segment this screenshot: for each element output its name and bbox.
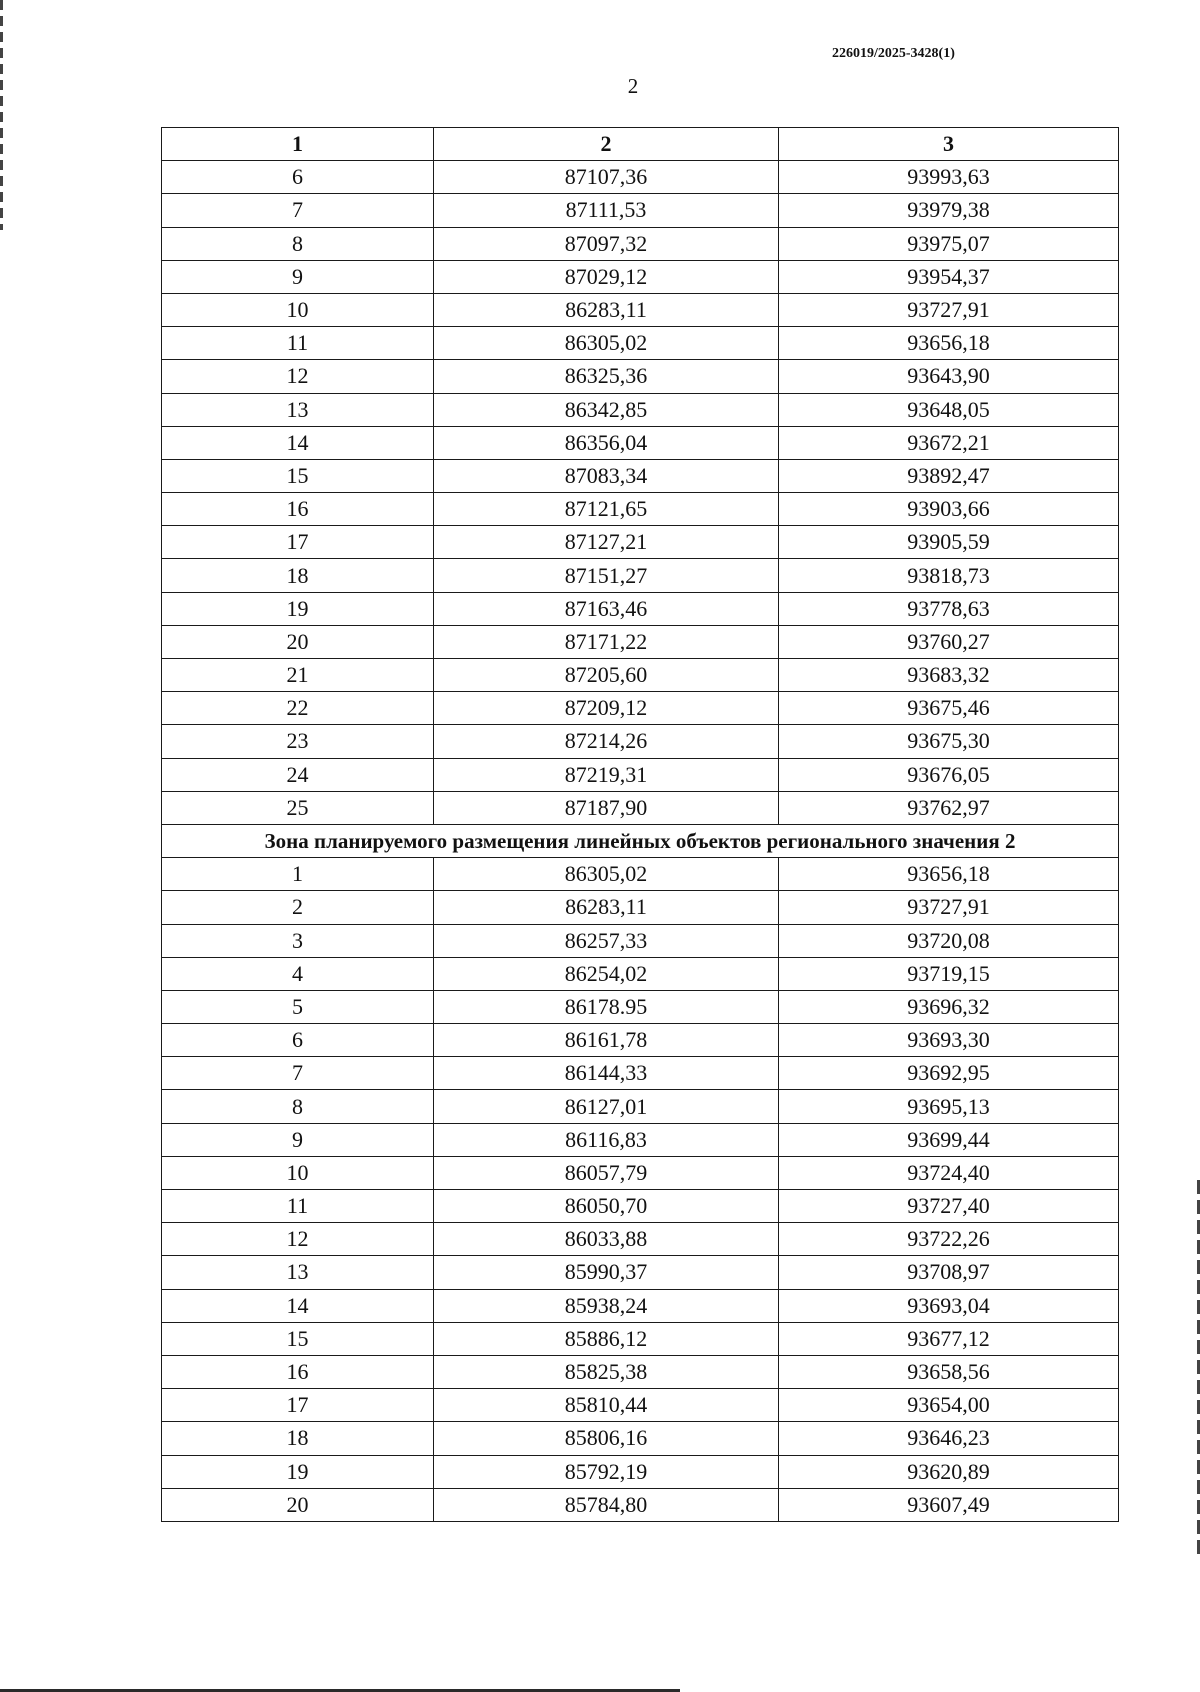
scan-edge-marks-left bbox=[0, 0, 3, 230]
y-coordinate-cell: 93672,21 bbox=[779, 426, 1119, 459]
table-row bbox=[162, 559, 1119, 592]
y-coordinate-cell: 93646,23 bbox=[779, 1422, 1119, 1455]
point-number-cell: 24 bbox=[162, 758, 434, 791]
y-coordinate-cell: 93979,38 bbox=[779, 194, 1119, 227]
point-number-cell: 17 bbox=[162, 526, 434, 559]
y-coordinate-cell: 93675,30 bbox=[779, 725, 1119, 758]
table-row bbox=[162, 990, 1119, 1023]
x-coordinate-cell: 86161,78 bbox=[434, 1024, 779, 1057]
point-number-cell: 5 bbox=[162, 990, 434, 1023]
y-coordinate-cell: 93892,47 bbox=[779, 459, 1119, 492]
table-row bbox=[162, 924, 1119, 957]
y-coordinate-cell: 93903,66 bbox=[779, 493, 1119, 526]
x-coordinate-cell: 87205,60 bbox=[434, 659, 779, 692]
point-number-cell: 11 bbox=[162, 327, 434, 360]
table-row bbox=[162, 791, 1119, 824]
point-number-cell: 15 bbox=[162, 1322, 434, 1355]
x-coordinate-cell: 87171,22 bbox=[434, 625, 779, 658]
x-coordinate-cell: 87111,53 bbox=[434, 194, 779, 227]
x-coordinate-cell: 86178.95 bbox=[434, 990, 779, 1023]
point-number-cell: 14 bbox=[162, 1289, 434, 1322]
table-row bbox=[162, 194, 1119, 227]
y-coordinate-cell: 93993,63 bbox=[779, 161, 1119, 194]
table-header-row bbox=[162, 128, 1119, 161]
y-coordinate-cell: 93727,91 bbox=[779, 891, 1119, 924]
section-row bbox=[162, 824, 1119, 857]
point-number-cell: 6 bbox=[162, 1024, 434, 1057]
y-coordinate-cell: 93954,37 bbox=[779, 260, 1119, 293]
y-coordinate-cell: 93692,95 bbox=[779, 1057, 1119, 1090]
y-coordinate-cell: 93620,89 bbox=[779, 1455, 1119, 1488]
y-coordinate-cell: 93643,90 bbox=[779, 360, 1119, 393]
coordinates-table bbox=[161, 127, 1119, 1522]
point-number-cell: 18 bbox=[162, 559, 434, 592]
table-row bbox=[162, 592, 1119, 625]
point-number-cell: 16 bbox=[162, 1355, 434, 1388]
point-number-cell: 12 bbox=[162, 360, 434, 393]
table-row bbox=[162, 1123, 1119, 1156]
point-number-cell: 20 bbox=[162, 1488, 434, 1521]
point-number-cell: 11 bbox=[162, 1190, 434, 1223]
table-row bbox=[162, 1156, 1119, 1189]
point-number-cell: 9 bbox=[162, 260, 434, 293]
x-coordinate-cell: 86283,11 bbox=[434, 293, 779, 326]
x-coordinate-cell: 87163,46 bbox=[434, 592, 779, 625]
table-row bbox=[162, 1024, 1119, 1057]
column-header-y: 3 bbox=[779, 128, 1119, 161]
x-coordinate-cell: 86283,11 bbox=[434, 891, 779, 924]
point-number-cell: 18 bbox=[162, 1422, 434, 1455]
x-coordinate-cell: 87151,27 bbox=[434, 559, 779, 592]
x-coordinate-cell: 86144,33 bbox=[434, 1057, 779, 1090]
point-number-cell: 3 bbox=[162, 924, 434, 957]
x-coordinate-cell: 87127,21 bbox=[434, 526, 779, 559]
y-coordinate-cell: 93683,32 bbox=[779, 659, 1119, 692]
x-coordinate-cell: 87209,12 bbox=[434, 692, 779, 725]
x-coordinate-cell: 86342,85 bbox=[434, 393, 779, 426]
point-number-cell: 16 bbox=[162, 493, 434, 526]
x-coordinate-cell: 85784,80 bbox=[434, 1488, 779, 1521]
point-number-cell: 8 bbox=[162, 1090, 434, 1123]
table-row bbox=[162, 1355, 1119, 1388]
x-coordinate-cell: 86305,02 bbox=[434, 858, 779, 891]
point-number-cell: 7 bbox=[162, 1057, 434, 1090]
table-row bbox=[162, 1455, 1119, 1488]
table-row bbox=[162, 891, 1119, 924]
y-coordinate-cell: 93719,15 bbox=[779, 957, 1119, 990]
x-coordinate-cell: 87187,90 bbox=[434, 791, 779, 824]
table-row bbox=[162, 161, 1119, 194]
point-number-cell: 10 bbox=[162, 293, 434, 326]
point-number-cell: 8 bbox=[162, 227, 434, 260]
table-row bbox=[162, 493, 1119, 526]
y-coordinate-cell: 93693,30 bbox=[779, 1024, 1119, 1057]
y-coordinate-cell: 93762,97 bbox=[779, 791, 1119, 824]
y-coordinate-cell: 93720,08 bbox=[779, 924, 1119, 957]
table-row bbox=[162, 260, 1119, 293]
table-row bbox=[162, 526, 1119, 559]
y-coordinate-cell: 93708,97 bbox=[779, 1256, 1119, 1289]
table-row bbox=[162, 725, 1119, 758]
point-number-cell: 6 bbox=[162, 161, 434, 194]
point-number-cell: 9 bbox=[162, 1123, 434, 1156]
x-coordinate-cell: 86116,83 bbox=[434, 1123, 779, 1156]
x-coordinate-cell: 85806,16 bbox=[434, 1422, 779, 1455]
point-number-cell: 1 bbox=[162, 858, 434, 891]
table-row bbox=[162, 459, 1119, 492]
y-coordinate-cell: 93654,00 bbox=[779, 1389, 1119, 1422]
x-coordinate-cell: 86057,79 bbox=[434, 1156, 779, 1189]
x-coordinate-cell: 87121,65 bbox=[434, 493, 779, 526]
x-coordinate-cell: 85938,24 bbox=[434, 1289, 779, 1322]
point-number-cell: 4 bbox=[162, 957, 434, 990]
x-coordinate-cell: 85810,44 bbox=[434, 1389, 779, 1422]
table-section bbox=[162, 824, 1119, 857]
table-row bbox=[162, 426, 1119, 459]
point-number-cell: 19 bbox=[162, 592, 434, 625]
table-row bbox=[162, 659, 1119, 692]
table-row bbox=[162, 293, 1119, 326]
table-row bbox=[162, 1422, 1119, 1455]
point-number-cell: 12 bbox=[162, 1223, 434, 1256]
point-number-cell: 20 bbox=[162, 625, 434, 658]
table-row bbox=[162, 692, 1119, 725]
table-row bbox=[162, 858, 1119, 891]
x-coordinate-cell: 87107,36 bbox=[434, 161, 779, 194]
point-number-cell: 13 bbox=[162, 1256, 434, 1289]
x-coordinate-cell: 87097,32 bbox=[434, 227, 779, 260]
table-row bbox=[162, 758, 1119, 791]
table-row bbox=[162, 1256, 1119, 1289]
column-header-number: 1 bbox=[162, 128, 434, 161]
table-row bbox=[162, 360, 1119, 393]
y-coordinate-cell: 93656,18 bbox=[779, 858, 1119, 891]
point-number-cell: 19 bbox=[162, 1455, 434, 1488]
point-number-cell: 7 bbox=[162, 194, 434, 227]
table-row bbox=[162, 1057, 1119, 1090]
x-coordinate-cell: 86050,70 bbox=[434, 1190, 779, 1223]
x-coordinate-cell: 86356,04 bbox=[434, 426, 779, 459]
x-coordinate-cell: 87029,12 bbox=[434, 260, 779, 293]
table-row bbox=[162, 1389, 1119, 1422]
document-id: 226019/2025-3428(1) bbox=[832, 46, 955, 61]
table-row bbox=[162, 393, 1119, 426]
table-row bbox=[162, 1190, 1119, 1223]
table-row bbox=[162, 1488, 1119, 1521]
x-coordinate-cell: 87083,34 bbox=[434, 459, 779, 492]
point-number-cell: 22 bbox=[162, 692, 434, 725]
y-coordinate-cell: 93722,26 bbox=[779, 1223, 1119, 1256]
point-number-cell: 25 bbox=[162, 791, 434, 824]
y-coordinate-cell: 93695,13 bbox=[779, 1090, 1119, 1123]
y-coordinate-cell: 93724,40 bbox=[779, 1156, 1119, 1189]
table-row bbox=[162, 1322, 1119, 1355]
section-title: Зона планируемого размещения линейных объектов регионального значения 2 bbox=[162, 824, 1119, 857]
y-coordinate-cell: 93905,59 bbox=[779, 526, 1119, 559]
y-coordinate-cell: 93693,04 bbox=[779, 1289, 1119, 1322]
y-coordinate-cell: 93818,73 bbox=[779, 559, 1119, 592]
x-coordinate-cell: 87214,26 bbox=[434, 725, 779, 758]
table-row bbox=[162, 1289, 1119, 1322]
x-coordinate-cell: 86305,02 bbox=[434, 327, 779, 360]
table-body-top bbox=[162, 161, 1119, 825]
x-coordinate-cell: 86257,33 bbox=[434, 924, 779, 957]
y-coordinate-cell: 93727,91 bbox=[779, 293, 1119, 326]
y-coordinate-cell: 93648,05 bbox=[779, 393, 1119, 426]
x-coordinate-cell: 85886,12 bbox=[434, 1322, 779, 1355]
page-number: 2 bbox=[627, 74, 639, 98]
y-coordinate-cell: 93760,27 bbox=[779, 625, 1119, 658]
column-header-x: 2 bbox=[434, 128, 779, 161]
table-body-bottom bbox=[162, 858, 1119, 1522]
x-coordinate-cell: 85825,38 bbox=[434, 1355, 779, 1388]
table-row bbox=[162, 227, 1119, 260]
table-row bbox=[162, 957, 1119, 990]
y-coordinate-cell: 93727,40 bbox=[779, 1190, 1119, 1223]
point-number-cell: 2 bbox=[162, 891, 434, 924]
x-coordinate-cell: 86033,88 bbox=[434, 1223, 779, 1256]
y-coordinate-cell: 93675,46 bbox=[779, 692, 1119, 725]
y-coordinate-cell: 93658,56 bbox=[779, 1355, 1119, 1388]
x-coordinate-cell: 86325,36 bbox=[434, 360, 779, 393]
x-coordinate-cell: 85792,19 bbox=[434, 1455, 779, 1488]
y-coordinate-cell: 93677,12 bbox=[779, 1322, 1119, 1355]
point-number-cell: 17 bbox=[162, 1389, 434, 1422]
y-coordinate-cell: 93699,44 bbox=[779, 1123, 1119, 1156]
point-number-cell: 10 bbox=[162, 1156, 434, 1189]
x-coordinate-cell: 86127,01 bbox=[434, 1090, 779, 1123]
table-row bbox=[162, 327, 1119, 360]
point-number-cell: 21 bbox=[162, 659, 434, 692]
y-coordinate-cell: 93975,07 bbox=[779, 227, 1119, 260]
table-row bbox=[162, 1090, 1119, 1123]
x-coordinate-cell: 86254,02 bbox=[434, 957, 779, 990]
y-coordinate-cell: 93696,32 bbox=[779, 990, 1119, 1023]
point-number-cell: 13 bbox=[162, 393, 434, 426]
table-row bbox=[162, 1223, 1119, 1256]
point-number-cell: 14 bbox=[162, 426, 434, 459]
x-coordinate-cell: 85990,37 bbox=[434, 1256, 779, 1289]
y-coordinate-cell: 93778,63 bbox=[779, 592, 1119, 625]
y-coordinate-cell: 93676,05 bbox=[779, 758, 1119, 791]
y-coordinate-cell: 93656,18 bbox=[779, 327, 1119, 360]
table-row bbox=[162, 625, 1119, 658]
y-coordinate-cell: 93607,49 bbox=[779, 1488, 1119, 1521]
x-coordinate-cell: 87219,31 bbox=[434, 758, 779, 791]
point-number-cell: 15 bbox=[162, 459, 434, 492]
point-number-cell: 23 bbox=[162, 725, 434, 758]
